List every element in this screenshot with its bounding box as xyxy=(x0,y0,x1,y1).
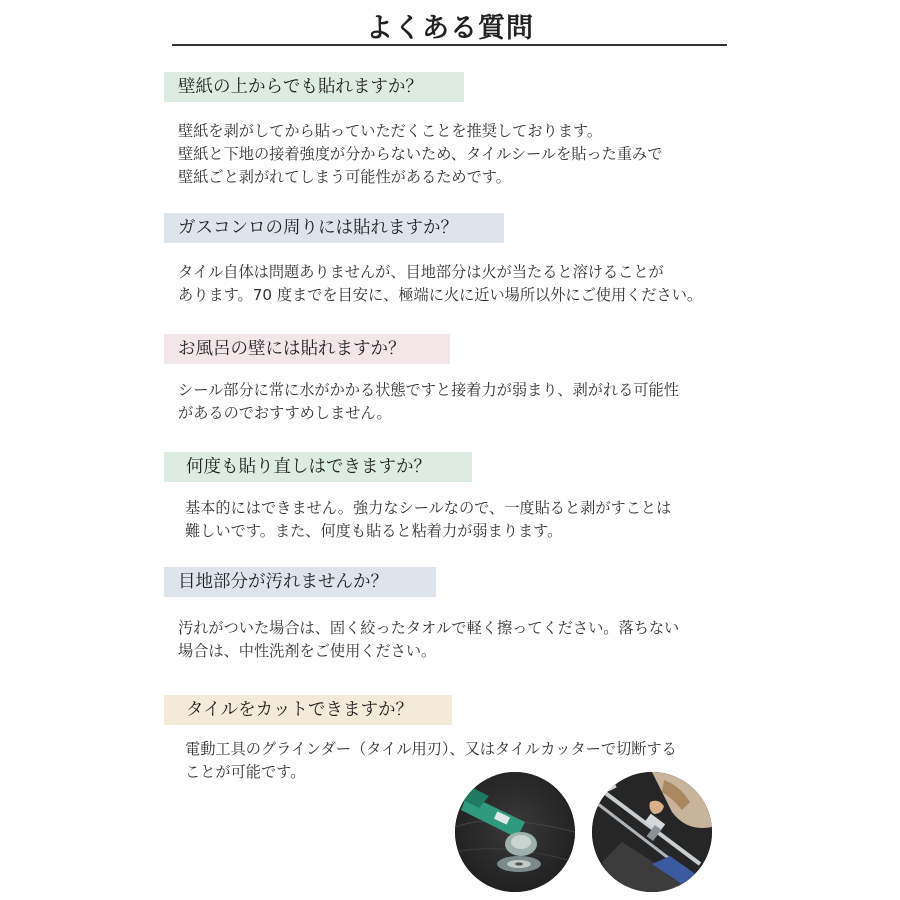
faq-answer-5-line-2: 場合は、中性洗剤をご使用ください。 xyxy=(178,642,437,660)
faq-answer-5-line-1: 汚れがついた場合は、固く絞ったタオルで軽く擦ってください。落ちない xyxy=(178,619,680,637)
faq-answer-1 xyxy=(178,120,662,189)
faq-question-2: ガスコンロの周りには貼れますか？ xyxy=(164,213,504,243)
faq-question-1: 壁紙の上からでも貼れますか？ xyxy=(164,72,464,102)
page-title: よくある質問 xyxy=(366,13,534,44)
faq-answer-6-line-2: ことが可能です。 xyxy=(185,763,306,781)
faq-answer-4 xyxy=(185,497,671,543)
tile-cutter-photo xyxy=(592,772,712,892)
tile-cutter-icon xyxy=(592,772,712,892)
faq-answer-1-line-1: 壁紙を剥がしてから貼っていただくことを推奨しております。 xyxy=(178,122,603,140)
faq-question-6: タイルをカットできますか？ xyxy=(164,695,452,725)
faq-answer-4-line-2: 難しいです。また、何度も貼ると粘着力が弱まります。 xyxy=(185,522,563,540)
faq-answer-3 xyxy=(178,379,679,425)
faq-answer-2 xyxy=(178,261,702,307)
faq-answer-4-line-1: 基本的にはできません。強力なシールなので、一度貼ると剥がすことは xyxy=(185,499,672,517)
grinder-photo xyxy=(455,772,575,892)
faq-answer-5 xyxy=(178,617,679,663)
faq-answer-3-line-2: があるのでおすすめしません。 xyxy=(178,404,392,422)
faq-answer-3-line-1: シール部分に常に水がかかる状態ですと接着力が弱まり、剥がれる可能性 xyxy=(178,381,679,399)
title-divider xyxy=(172,44,727,46)
faq-answer-2-line-2: あります。70 度までを目安に、極端に火に近い場所以外にご使用ください。 xyxy=(178,286,703,304)
faq-question-4: 何度も貼り直しはできますか？ xyxy=(164,452,472,482)
faq-question-5: 目地部分が汚れませんか？ xyxy=(164,567,436,597)
faq-answer-1-line-2: 壁紙と下地の接着強度が分からないため、タイルシールを貼った重みで xyxy=(178,145,663,163)
faq-answer-6-line-1: 電動工具のグラインダー（タイル用刃）、又はタイルカッターで切断する xyxy=(185,740,677,758)
faq-answer-2-line-1: タイル自体は問題ありませんが、目地部分は火が当たると溶けることが xyxy=(178,263,664,281)
faq-question-3: お風呂の壁には貼れますか？ xyxy=(164,334,450,364)
faq-answer-6 xyxy=(185,738,677,784)
faq-answer-1-line-3: 壁紙ごと剥がれてしまう可能性があるためです。 xyxy=(178,168,511,186)
grinder-icon xyxy=(455,772,575,892)
